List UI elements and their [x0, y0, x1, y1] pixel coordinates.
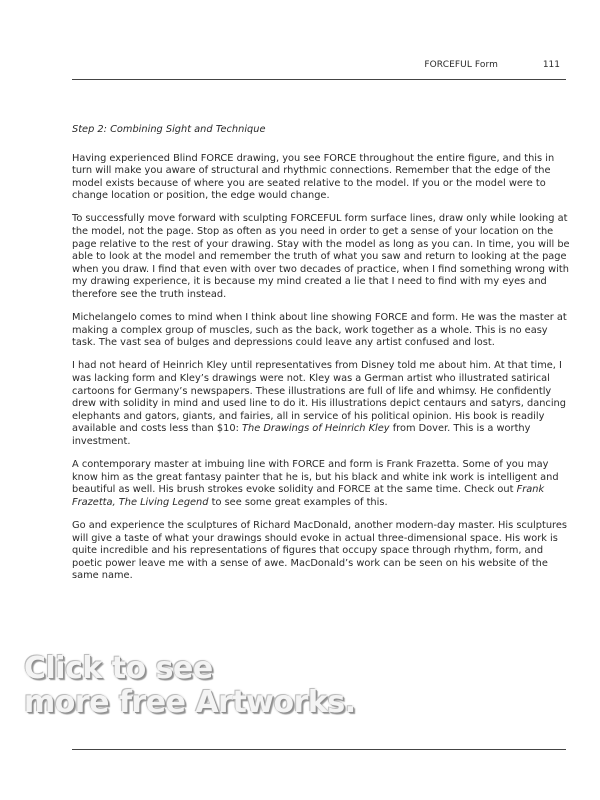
paragraph-1: Having experienced Blind FORCE drawing, you see FORCE throughout the entire figure, and this in turn will make you aware of structural and rhythmic connections. Remember that the edge of the model exists because of where you are seated relative to the model. If you or the model were to change location or position, the edge would change. [72, 152, 555, 202]
paragraph-4-text-a: I had not heard of Heinrich Kley until representatives from Disney told me about him. At that time, I was lacking form and Kley’s drawings were not. Kley was a German artist who illustrated satirical cartoons for Germany’s newspapers. These illustrations are full of life and whimsy. He confidently drew with solidity in mind and used line to do it. His illustrations depict centaurs and satyrs, dancing elephants and gators, giants, and fairies, all in service of his political opinion. His book is readily available and costs less than $10: [72, 360, 566, 435]
paragraph-4 [72, 360, 572, 448]
promo-line-1[interactable]: Click to see [24, 651, 213, 686]
page-number: 111 [542, 60, 560, 70]
footer-divider [72, 749, 566, 750]
promo-overlay-link[interactable] [24, 652, 356, 720]
book-title-frazetta: Frank Frazetta, The Living Legend [72, 484, 545, 508]
paragraph-2: To successfully move forward with sculpting FORCEFUL form surface lines, draw only while looking at the model, not the page. Stop as often as you need in order to get a sense of your location on the page relative to the rest of your drawing. Stay with the model as long as you can. In time, you will be able to look at the model and remember the truth of what you saw and return to looking at the page when you draw. I find that even with over two decades of practice, when I find something wrong with my drawing experience, it is because my mind created a lie that I need to find with my eyes and therefore see the truth instead. [72, 213, 570, 301]
paragraph-3: Michelangelo comes to mind when I think about line showing FORCE and form. He was the master at making a complex group of muscles, such as the back, work together as a whole. This is no easy task. The vast sea of bulges and depressions could leave any artist confused and lost. [72, 312, 567, 349]
paragraph-5-text-b: to see some great examples of this. [208, 496, 388, 508]
promo-line-2[interactable]: more free Artworks. [24, 685, 356, 720]
paragraph-5 [72, 459, 572, 509]
page-header [72, 55, 566, 80]
book-title-kley: The Drawings of Heinrich Kley [242, 423, 390, 435]
paragraph-5-text-a: A contemporary master at imbuing line with FORCE and form is Frank Frazetta. Some of you may know him as the great fantasy painter that he is, but his black and white ink work is intelligent and beautiful as well. His brush strokes evoke solidity and FORCE at the same time. Check out [72, 459, 559, 496]
running-header-title: FORCEFUL Form [424, 60, 498, 70]
paragraph-6: Go and experience the sculptures of Richard MacDonald, another modern-day master. His sculptures will give a taste of what your drawings should evoke in actual three-dimensional space. His work is quite incredible and his representations of figures that occupy space through rhythm, form, and poetic power leave me with a sense of awe. MacDonald’s work can be seen on his website of the same name. [72, 519, 567, 582]
body-text [72, 124, 572, 593]
section-heading: Step 2: Combining Sight and Technique [72, 124, 266, 135]
paragraph-4-text-b: from Dover. This is a worthy investment. [72, 423, 531, 447]
